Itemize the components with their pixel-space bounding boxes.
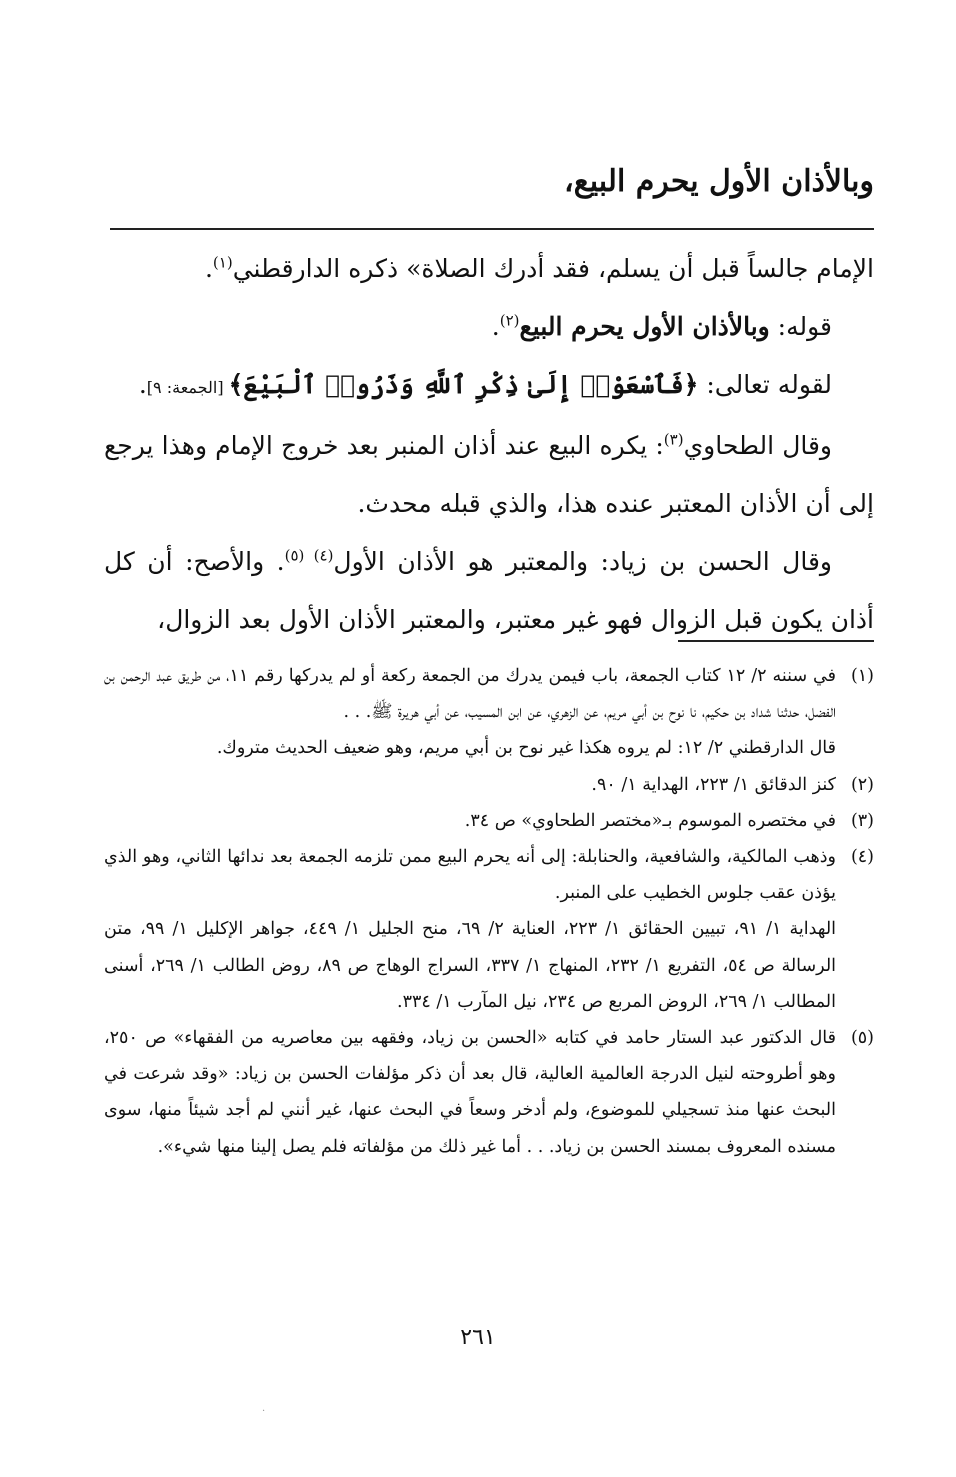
paragraph-2-end: . [491, 312, 500, 341]
paragraph-5-b: . والأصح: أن كل أذان يكون قبل الزوال فهو غير معتبر، والمعتبر الأذان الأول بعد الزوال، [104, 547, 874, 634]
matn-quote: وبالأذان الأول يحرم البيع [519, 312, 770, 341]
paragraph-4-b: : يكره البيع عند أذان المنبر بعد خروج الإمام وهذا يرجع إلى أن الأذان المعتبر عنده هذا، والذي قبله محدث. [104, 431, 874, 518]
header-rule [110, 228, 874, 230]
footnote-text: في سننه ٢/ ١٢ كتاب الجمعة، باب فيمن يدرك من الجمعة ركعة أو لم يدركها رقم ١١، من طريق عبد الرحمن بن الفضل، حدثنا شداد بن حكيم، نا نوح بن أبي مريم، عن الزهري، عن ابن المسيب، عن أبي هريرة ﷺ. . . [104, 666, 836, 723]
paragraph-5-a: وقال الحسن بن زياد: والمعتبر هو الأذان الأول [333, 547, 832, 576]
footnote-text: كنز الدقائق ١/ ٢٢٣، الهداية ١/ ٩٠. [591, 774, 836, 795]
footnote-number: (٢) [850, 774, 874, 795]
paragraph-2 [104, 298, 874, 356]
footnote-text: قال الدكتور عبد الستار حامد في كتابه «الحسن بن زياد، وفقهه بين معاصريه من الفقهاء» ص ٢٥٠، وهو أطروحته لنيل الدرجة العالمية العالية، قال بعد أن ذكر مؤلفات الحسن بن زياد: «وقد شرعت في البحث عنها منذ تسجيلي للموضوع، ولم أدخر وسعاً في البحث عنها، غير أنني لم أجد شيئاً منها، سوى مسنده المعروف بمسند الحسن بن زياد. . . أما غير ذلك من مؤلفاته فلم يصل إلينا منها شيء». [104, 1028, 836, 1157]
paragraph-3-lead: لقوله تعالى: [698, 370, 832, 399]
paragraph-1 [104, 240, 874, 298]
footnote-number: (٣) [850, 810, 874, 831]
footnote-text: الهداية ١/ ٩١، تبيين الحقائق ١/ ٢٢٣، العناية ٢/ ٦٩، منح الجليل ١/ ٤٤٩، جواهر الإكليل ١/ ٩٩، متن الرسالة ص ٥٤، التفريع ١/ ٢٣٢، المنهاج ١/ ٣٣٧، السراج الوهاج ص ٨٩، روض الطالب ١/ ٢٦٩، أسنى المطالب ١/ ٢٦٩، الروض المربع ص ٢٣٤، نيل المآرب ١/ ٣٣٤. [104, 919, 837, 1012]
footnote-number: (١) [850, 666, 874, 686]
footnote-ref-3[interactable]: (٣) [663, 430, 684, 449]
running-header: وبالأذان الأول يحرم البيع، [564, 164, 874, 199]
footnote-separator [678, 640, 874, 642]
paragraph-3 [104, 356, 874, 417]
footnote-2 [104, 767, 874, 803]
paragraph-2-lead: قوله: [769, 312, 832, 341]
paragraph-4 [104, 417, 874, 533]
page-number: ٢٦١ [460, 1325, 496, 1350]
paragraph-3-end: . [138, 370, 147, 399]
scan-speck: · [262, 1406, 266, 1417]
paragraph-5 [104, 533, 874, 649]
footnote-3 [104, 803, 874, 839]
footnote-text: قال الدارقطني ٢/ ١٢: لم يروه هكذا غير نوح بن أبي مريم، وهو ضعيف الحديث متروك. [216, 738, 836, 759]
main-text [104, 240, 874, 649]
footnote-number: (٤) [850, 847, 874, 868]
verse-citation: [الجمعة: ٩] [146, 378, 229, 397]
paragraph-1-text: الإمام جالساً قبل أن يسلم، فقد أدرك الصلاة» ذكره الدارقطني [232, 254, 874, 283]
footnote-ref-2[interactable]: (٢) [499, 311, 520, 330]
quran-verse: ﴿فَٱسْعَوْا۟ إِلَىٰ ذِكْرِ ٱللَّهِ وَذَرُوا۟ ٱلْبَيْعَ﴾ [228, 370, 699, 399]
paragraph-4-a: وقال الطحاوي [683, 431, 833, 460]
paragraph-1-end: . [204, 254, 213, 283]
footnote-ref-4-5[interactable]: (٤) (٥) [284, 546, 334, 565]
footnotes [104, 658, 874, 1165]
footnote-ref-1[interactable]: (١) [212, 253, 233, 272]
footnote-text: في مختصره الموسوم بـ«مختصر الطحاوي» ص ٣٤. [464, 810, 836, 831]
footnote-number: (٥) [850, 1028, 874, 1049]
footnote-5 [104, 1020, 874, 1165]
footnote-text: وذهب المالكية، والشافعية، والحنابلة: إلى أنه يحرم البيع ممن تلزمه الجمعة بعد ندائها الثاني، وهو الذي يؤذن عقب جلوس الخطيب على المنبر. [104, 847, 836, 904]
footnote-4 [104, 839, 874, 1020]
footnote-1 [104, 658, 874, 767]
